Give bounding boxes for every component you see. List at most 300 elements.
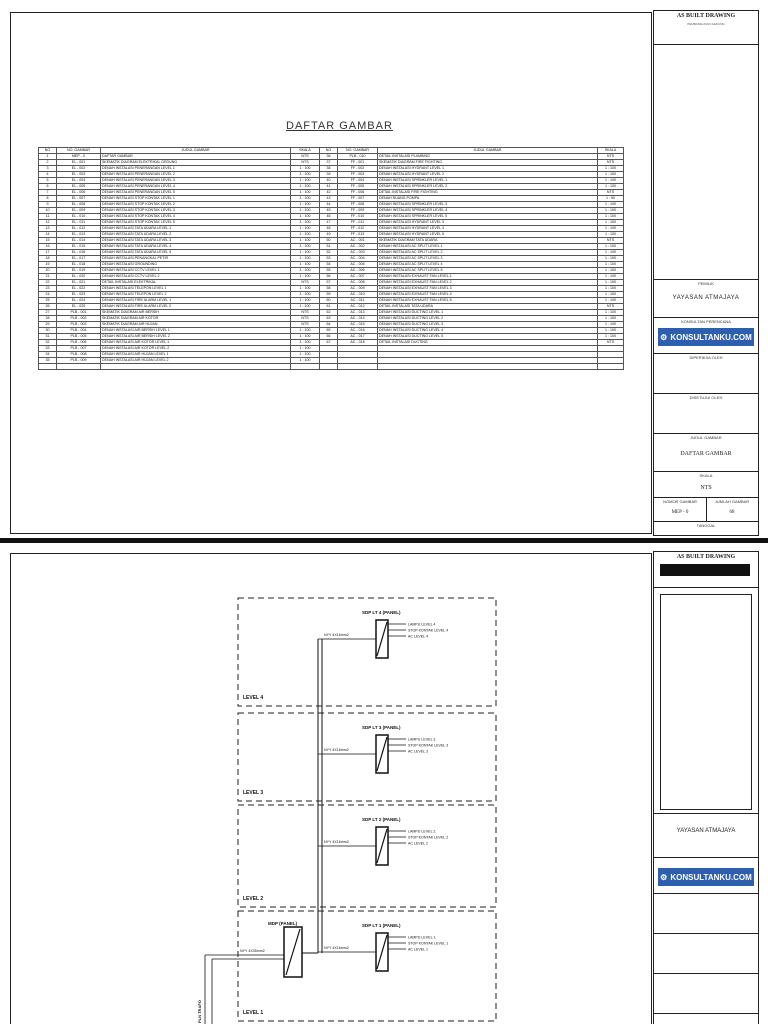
row-scale	[291, 364, 320, 370]
row-scale: 1 : 100	[291, 286, 320, 292]
row-drawing-no: AC - 001	[338, 238, 378, 244]
row-drawing-no: AC - 006	[338, 268, 378, 274]
row-title: DETAIL INSTALASI TATA UDARA	[378, 304, 598, 310]
row-drawing-no	[57, 364, 101, 370]
row-title: DENAH INSTALASI STOP KONTAK LEVEL 1	[101, 196, 291, 202]
row-no: 36	[320, 154, 338, 160]
row-title: DETAIL INSTALASI FIRE FIGHTING	[378, 190, 598, 196]
row-drawing-no: AC - 012	[338, 304, 378, 310]
row-scale: 1 : 100	[291, 184, 320, 190]
row-drawing-no	[338, 364, 378, 370]
row-title: DENAH INSTALASI AIR BERSIH LEVEL 1	[101, 328, 291, 334]
row-no: 57	[320, 280, 338, 286]
row-title: DENAH INSTALASI HYDRANT LEVEL 2	[378, 172, 598, 178]
row-scale: 1 : 100	[291, 256, 320, 262]
cable-label: NYY 4X16mm2	[324, 748, 349, 752]
row-scale: 1 : 100	[291, 298, 320, 304]
row-title: DENAH INSTALASI HYDRANT LEVEL 1	[378, 166, 598, 172]
row-scale: 1 : 100	[598, 178, 624, 184]
row-title: DENAH INSTALASI EXHAUST FAN LEVEL 4	[378, 292, 598, 298]
load-label: AC LEVEL 3	[408, 749, 429, 754]
row-scale: 1 : 100	[291, 232, 320, 238]
row-drawing-no: FF - 003	[338, 172, 378, 178]
notes-box	[660, 594, 752, 810]
row-drawing-no: EL - 011	[57, 220, 101, 226]
row-no: 22	[39, 280, 57, 286]
electrical-riser-diagram	[0, 543, 640, 1024]
row-scale: NTS	[598, 238, 624, 244]
row-no: 54	[320, 262, 338, 268]
table-row	[39, 364, 320, 370]
row-scale: 1 : 100	[291, 220, 320, 226]
row-drawing-no: AC - 007	[338, 274, 378, 280]
row-no: 56	[320, 274, 338, 280]
row-title: SKEMATIK DIAGRAM ELEKTRIKAL GEDUNG	[101, 160, 291, 166]
row-scale: 1 : 100	[291, 250, 320, 256]
load-label: AC LEVEL 4	[408, 634, 429, 639]
row-drawing-no: AC - 013	[338, 310, 378, 316]
row-no: 60	[320, 298, 338, 304]
scale-value: NTS	[700, 485, 712, 491]
row-no: 44	[320, 202, 338, 208]
row-drawing-no: EL - 003	[57, 172, 101, 178]
row-scale: NTS	[291, 154, 320, 160]
load-label: LAMPU LEVEL 4	[408, 622, 436, 627]
sheet-count-value: 68	[729, 510, 735, 515]
col-header-scale: SKALA	[598, 148, 624, 154]
row-drawing-no: FF - 008	[338, 202, 378, 208]
row-drawing-no: AC - 003	[338, 250, 378, 256]
row-no: 45	[320, 208, 338, 214]
row-title	[378, 364, 598, 370]
row-scale: NTS	[598, 190, 624, 196]
cable-label: NYY 4X16mm2	[324, 946, 349, 950]
row-title: DENAH INSTALASI FIRE ALARM LEVEL 2	[101, 304, 291, 310]
row-drawing-no: EL - 023	[57, 292, 101, 298]
row-title: DENAH INSTALASI EXHAUST FAN LEVEL 3	[378, 286, 598, 292]
row-drawing-no: FF - 005	[338, 184, 378, 190]
load-label: STOP KONTAK LEVEL 4	[408, 628, 449, 633]
row-scale: NTS	[598, 154, 624, 160]
row-scale: 1 : 100	[291, 214, 320, 220]
row-title: DENAH INSTALASI SPRINKLER LEVEL 1	[378, 178, 598, 184]
row-no: 41	[320, 184, 338, 190]
row-no: 51	[320, 244, 338, 250]
row-title: DENAH INSTALASI PENERANGAN LEVEL 5	[101, 190, 291, 196]
row-scale: 1 : 100	[291, 304, 320, 310]
row-scale: 1 : 100	[291, 358, 320, 364]
row-no: 15	[39, 238, 57, 244]
row-title: DENAH INSTALASI AC SPLIT LEVEL 2	[378, 250, 598, 256]
row-scale: NTS	[598, 340, 624, 346]
row-no: 61	[320, 304, 338, 310]
drawing-no-value: MEP - 0	[671, 510, 689, 515]
row-no: 37	[320, 160, 338, 166]
sheet-count-label: JUMLAH GAMBAR	[714, 499, 750, 504]
row-no: 43	[320, 196, 338, 202]
row-title: DENAH INSTALASI FIRE ALARM LEVEL 1	[101, 298, 291, 304]
row-drawing-no: EL - 018	[57, 262, 101, 268]
row-no: 6	[39, 184, 57, 190]
row-scale: NTS	[291, 280, 320, 286]
row-scale: 1 : 100	[598, 232, 624, 238]
row-no: 63	[320, 316, 338, 322]
row-no: 16	[39, 244, 57, 250]
row-title: DENAH INSTALASI AIR KOTOR LEVEL 2	[101, 346, 291, 352]
row-scale: 1 : 100	[598, 274, 624, 280]
row-title: DENAH INSTALASI HYDRANT LEVEL 3	[378, 220, 598, 226]
row-title: DENAH INSTALASI PENERANGAN LEVEL 2	[101, 172, 291, 178]
row-scale: 1 : 100	[291, 328, 320, 334]
row-no: 59	[320, 292, 338, 298]
row-scale: 1 : 100	[291, 190, 320, 196]
row-drawing-no: AC - 010	[338, 292, 378, 298]
row-scale: 1 : 100	[598, 316, 624, 322]
row-title: DETAIL INSTALASI ELEKTRIKAL	[101, 280, 291, 286]
load-label: LAMPU LEVEL 3	[408, 737, 436, 742]
row-no: 30	[39, 328, 57, 334]
row-no: 40	[320, 178, 338, 184]
col-header-no: NO	[39, 148, 57, 154]
owner-label: PEMILIK	[698, 281, 714, 286]
row-title: DENAH INSTALASI TATA UDARA LEVEL 5	[101, 250, 291, 256]
row-title: DENAH INSTALASI PENERANGAN LEVEL 1	[101, 166, 291, 172]
project-note: PEMBANGUNAN GEDUNG	[687, 22, 725, 26]
row-no: 65	[320, 328, 338, 334]
row-title: DENAH INSTALASI GROUNDING	[101, 262, 291, 268]
row-drawing-no: PLB - 005	[57, 334, 101, 340]
row-no: 8	[39, 196, 57, 202]
col-header-drawing-no: NO. GAMBAR	[338, 148, 378, 154]
row-drawing-no: EL - 001	[57, 160, 101, 166]
load-label: STOP KONTAK LEVEL 1	[408, 941, 449, 946]
row-no: 55	[320, 268, 338, 274]
row-drawing-no: AC - 002	[338, 244, 378, 250]
row-drawing-no: PLB - 009	[57, 358, 101, 364]
row-title: DENAH INSTALASI STOP KONTAK LEVEL 3	[101, 208, 291, 214]
row-scale: 1 : 100	[598, 286, 624, 292]
row-drawing-no: PLB - 004	[57, 328, 101, 334]
row-scale: NTS	[291, 160, 320, 166]
panel-label: SDP LT 3 (PANEL)	[362, 725, 401, 730]
title-label: JUDUL GAMBAR	[690, 435, 722, 440]
row-scale: 1 : 100	[291, 202, 320, 208]
title-block-header: AS BUILT DRAWING	[676, 554, 736, 560]
scale-label: SKALA	[699, 473, 713, 478]
row-title: SKEMATIK DIAGRAM TATA UDARA	[378, 238, 598, 244]
row-no: 3	[39, 166, 57, 172]
row-drawing-no: AC - 011	[338, 298, 378, 304]
row-drawing-no: MEP - 0	[57, 154, 101, 160]
row-title: DENAH INSTALASI EXHAUST FAN LEVEL 5	[378, 298, 598, 304]
row-title: DENAH INSTALASI STOP KONTAK LEVEL 2	[101, 202, 291, 208]
row-scale: 1 : 100	[598, 262, 624, 268]
row-title: DENAH INSTALASI PENERANGAN LEVEL 3	[101, 178, 291, 184]
checked-label: DISETUJUI OLEH	[689, 395, 723, 400]
consultant-logo	[658, 328, 754, 346]
cable-label: NYY 4X16mm2	[324, 840, 349, 844]
row-scale: NTS	[291, 310, 320, 316]
drawing-no-label: NOMOR GAMBAR	[663, 499, 697, 504]
row-scale: 1 : 100	[598, 250, 624, 256]
level-label: LEVEL 3	[243, 790, 264, 796]
row-drawing-no: FF - 006	[338, 190, 378, 196]
row-title: DENAH INSTALASI TATA UDARA LEVEL 3	[101, 238, 291, 244]
row-drawing-no: EL - 013	[57, 232, 101, 238]
load-label: STOP KONTAK LEVEL 2	[408, 835, 449, 840]
row-drawing-no: FF - 010	[338, 214, 378, 220]
drawing-list-table-right	[319, 147, 624, 370]
mdp-label: MDP (PANEL)	[268, 921, 298, 926]
row-drawing-no: EL - 020	[57, 274, 101, 280]
row-drawing-no: PLB - 003	[57, 322, 101, 328]
logo-text: KONSULTANKU.COM	[670, 872, 752, 882]
row-scale: NTS	[291, 322, 320, 328]
row-title: DENAH INSTALASI DUCTING LEVEL 5	[378, 334, 598, 340]
row-drawing-no: EL - 019	[57, 268, 101, 274]
title-value: DAFTAR GAMBAR	[680, 451, 732, 457]
row-drawing-no: PLB - 007	[57, 346, 101, 352]
row-title: DENAH INSTALASI TATA UDARA LEVEL 4	[101, 244, 291, 250]
row-drawing-no: FF - 002	[338, 166, 378, 172]
row-title: DENAH INSTALASI AC SPLIT LEVEL 1	[378, 244, 598, 250]
row-drawing-no: FF - 011	[338, 220, 378, 226]
title-block-header: AS BUILT DRAWING	[676, 13, 736, 19]
row-drawing-no: AC - 005	[338, 262, 378, 268]
row-drawing-no: PLB - 010	[338, 154, 378, 160]
drawing-schematic-sheet	[0, 543, 768, 1024]
row-title: DENAH INSTALASI AIR HUJAN LEVEL 2	[101, 358, 291, 364]
row-drawing-no: AC - 004	[338, 256, 378, 262]
row-drawing-no: EL - 010	[57, 214, 101, 220]
row-drawing-no: EL - 004	[57, 178, 101, 184]
row-no: 28	[39, 316, 57, 322]
level-label: LEVEL 2	[243, 896, 264, 902]
row-scale: 1 : 100	[598, 202, 624, 208]
row-title: DENAH INSTALASI STOP KONTAK LEVEL 4	[101, 214, 291, 220]
row-scale: 1 : 100	[291, 226, 320, 232]
row-drawing-no: PLB - 008	[57, 352, 101, 358]
row-no: 66	[320, 334, 338, 340]
row-title: DENAH INSTALASI TELEPON LEVEL 1	[101, 286, 291, 292]
row-no: 47	[320, 220, 338, 226]
row-scale: 1 : 100	[598, 166, 624, 172]
row-no: 42	[320, 190, 338, 196]
load-label: STOP KONTAK LEVEL 3	[408, 743, 449, 748]
row-title: DENAH INSTALASI SPRINKLER LEVEL 4	[378, 208, 598, 214]
row-no: 2	[39, 160, 57, 166]
drawing-title: DAFTAR GAMBAR	[286, 120, 393, 132]
row-scale: 1 : 100	[598, 184, 624, 190]
level-label: LEVEL 1	[243, 1010, 264, 1016]
load-label: LAMPU LEVEL 1	[408, 935, 436, 940]
row-title: SKEMATIK DIAGRAM AIR BERSIH	[101, 310, 291, 316]
row-no: 1	[39, 154, 57, 160]
table-row	[320, 364, 624, 370]
row-title: DENAH INSTALASI DUCTING LEVEL 4	[378, 328, 598, 334]
row-drawing-no: EL - 008	[57, 202, 101, 208]
row-title: DENAH INSTALASI EXHAUST FAN LEVEL 1	[378, 274, 598, 280]
cable-label: NYY 4X16mm2	[324, 633, 349, 637]
row-scale: 1 : 100	[291, 340, 320, 346]
row-no: 7	[39, 190, 57, 196]
row-title: DENAH RUANG POMPA	[378, 196, 598, 202]
row-drawing-no: FF - 013	[338, 232, 378, 238]
owner-name: YAYASAN ATMAJAYA	[672, 295, 740, 301]
consultant-label: KONSULTAN PERENCANA	[681, 319, 731, 324]
row-no: 58	[320, 286, 338, 292]
row-no: 52	[320, 250, 338, 256]
row-title: DENAH INSTALASI HYDRANT LEVEL 5	[378, 232, 598, 238]
row-title: DENAH INSTALASI SPRINKLER LEVEL 5	[378, 214, 598, 220]
row-no: 53	[320, 256, 338, 262]
row-scale: 1 : 100	[291, 196, 320, 202]
row-no: 31	[39, 334, 57, 340]
row-no: 11	[39, 214, 57, 220]
row-no: 33	[39, 346, 57, 352]
row-scale: 1 : 100	[598, 292, 624, 298]
col-header-title: JUDUL GAMBAR	[378, 148, 598, 154]
row-title: DENAH INSTALASI DUCTING LEVEL 3	[378, 322, 598, 328]
row-drawing-no: EL - 007	[57, 196, 101, 202]
row-drawing-no: EL - 012	[57, 226, 101, 232]
row-drawing-no: PLB - 002	[57, 316, 101, 322]
row-no: 29	[39, 322, 57, 328]
row-scale: 1 : 100	[291, 346, 320, 352]
row-no: 18	[39, 256, 57, 262]
row-no: 13	[39, 226, 57, 232]
row-title: DAFTAR GAMBAR	[101, 154, 291, 160]
row-title: DENAH INSTALASI AC SPLIT LEVEL 5	[378, 268, 598, 274]
row-no	[39, 364, 57, 370]
level-label: LEVEL 4	[243, 695, 264, 701]
row-title: DENAH INSTALASI SPRINKLER LEVEL 3	[378, 202, 598, 208]
col-header-drawing-no: NO. GAMBAR	[57, 148, 101, 154]
row-title: DENAH INSTALASI DUCTING LEVEL 1	[378, 310, 598, 316]
row-title: DENAH INSTALASI AIR HUJAN LEVEL 1	[101, 352, 291, 358]
row-title: DENAH INSTALASI CCTV LEVEL 2	[101, 274, 291, 280]
row-no: 48	[320, 226, 338, 232]
row-scale: 1 : 100	[291, 238, 320, 244]
row-scale: 1 : 100	[598, 334, 624, 340]
row-drawing-no: AC - 008	[338, 280, 378, 286]
date-label: TANGGAL	[696, 523, 716, 528]
row-scale: 1 : 100	[291, 262, 320, 268]
row-no: 25	[39, 298, 57, 304]
row-drawing-no: AC - 009	[338, 286, 378, 292]
row-drawing-no: EL - 002	[57, 166, 101, 172]
row-drawing-no: EL - 015	[57, 244, 101, 250]
row-scale: 1 : 100	[291, 244, 320, 250]
feeder-cable-label: NYY 4X35mm2	[240, 949, 265, 953]
row-no: 5	[39, 178, 57, 184]
row-scale: 1 : 100	[291, 274, 320, 280]
row-title: DENAH INSTALASI AIR KOTOR LEVEL 1	[101, 340, 291, 346]
row-no: 62	[320, 310, 338, 316]
row-scale: NTS	[598, 160, 624, 166]
row-scale: 1 : 100	[598, 172, 624, 178]
row-no: 64	[320, 322, 338, 328]
row-drawing-no: FF - 004	[338, 178, 378, 184]
row-scale: 1 : 100	[598, 244, 624, 250]
row-drawing-no: AC - 017	[338, 334, 378, 340]
row-drawing-no: EL - 024	[57, 298, 101, 304]
load-label: AC LEVEL 1	[408, 947, 429, 952]
row-title: DETAIL INSTALASI PLAMBING	[378, 154, 598, 160]
row-title: DENAH INSTALASI TATA UDARA LEVEL 1	[101, 226, 291, 232]
gear-icon: ⚙	[660, 872, 668, 882]
row-scale: 1 : 100	[598, 328, 624, 334]
row-scale: 1 : 100	[291, 178, 320, 184]
row-no: 50	[320, 238, 338, 244]
logo-text: KONSULTANKU.COM	[670, 332, 752, 342]
row-scale: 1 : 100	[598, 214, 624, 220]
row-drawing-no: AC - 015	[338, 322, 378, 328]
row-title: DENAH INSTALASI AIR BERSIH LEVEL 2	[101, 334, 291, 340]
row-no: 20	[39, 268, 57, 274]
row-title: DENAH INSTALASI PENANGKAL PETIR	[101, 256, 291, 262]
row-drawing-no: EL - 014	[57, 238, 101, 244]
row-drawing-no: EL - 021	[57, 280, 101, 286]
row-title: SKEMATIK DIAGRAM AIR KOTOR	[101, 316, 291, 322]
row-scale: 1 : 100	[291, 352, 320, 358]
row-drawing-no: FF - 012	[338, 226, 378, 232]
panel-label: SDP LT 1 (PANEL)	[362, 923, 401, 928]
row-scale: 1 : 100	[598, 322, 624, 328]
row-no: 14	[39, 232, 57, 238]
row-scale: 1 : 100	[598, 220, 624, 226]
row-scale: 1 : 100	[291, 166, 320, 172]
load-label: AC LEVEL 2	[408, 841, 429, 846]
row-no: 23	[39, 286, 57, 292]
row-drawing-no: EL - 006	[57, 190, 101, 196]
row-no: 34	[39, 352, 57, 358]
approved-label: DIPERIKSA OLEH	[689, 355, 723, 360]
row-drawing-no: FF - 009	[338, 208, 378, 214]
row-no: 27	[39, 310, 57, 316]
row-drawing-no: EL - 022	[57, 286, 101, 292]
row-scale: 1 : 100	[598, 298, 624, 304]
row-scale: NTS	[291, 316, 320, 322]
row-scale: 1 : 100	[598, 310, 624, 316]
row-drawing-no: EL - 016	[57, 250, 101, 256]
row-title: DENAH INSTALASI AC SPLIT LEVEL 4	[378, 262, 598, 268]
row-title: DETAIL INSTALASI DUCTING	[378, 340, 598, 346]
row-no: 4	[39, 172, 57, 178]
panel-label: SDP LT 4 (PANEL)	[362, 610, 401, 615]
row-scale: 1 : 100	[291, 268, 320, 274]
row-scale: 1 : 100	[598, 226, 624, 232]
row-title: DENAH INSTALASI TATA UDARA LEVEL 2	[101, 232, 291, 238]
row-no: 19	[39, 262, 57, 268]
row-no: 35	[39, 358, 57, 364]
row-title: DENAH INSTALASI SPRINKLER LEVEL 2	[378, 184, 598, 190]
row-scale	[598, 364, 624, 370]
row-no	[320, 364, 338, 370]
drawing-list-table-left	[38, 147, 320, 370]
row-scale: 1 : 100	[598, 208, 624, 214]
row-title: DENAH INSTALASI EXHAUST FAN LEVEL 2	[378, 280, 598, 286]
row-no: 12	[39, 220, 57, 226]
row-title: DENAH INSTALASI AC SPLIT LEVEL 3	[378, 256, 598, 262]
row-drawing-no: AC - 014	[338, 316, 378, 322]
row-drawing-no: PLB - 006	[57, 340, 101, 346]
row-no: 67	[320, 340, 338, 346]
row-drawing-no: EL - 009	[57, 208, 101, 214]
row-title	[101, 364, 291, 370]
row-scale: NTS	[598, 304, 624, 310]
row-drawing-no: EL - 005	[57, 184, 101, 190]
